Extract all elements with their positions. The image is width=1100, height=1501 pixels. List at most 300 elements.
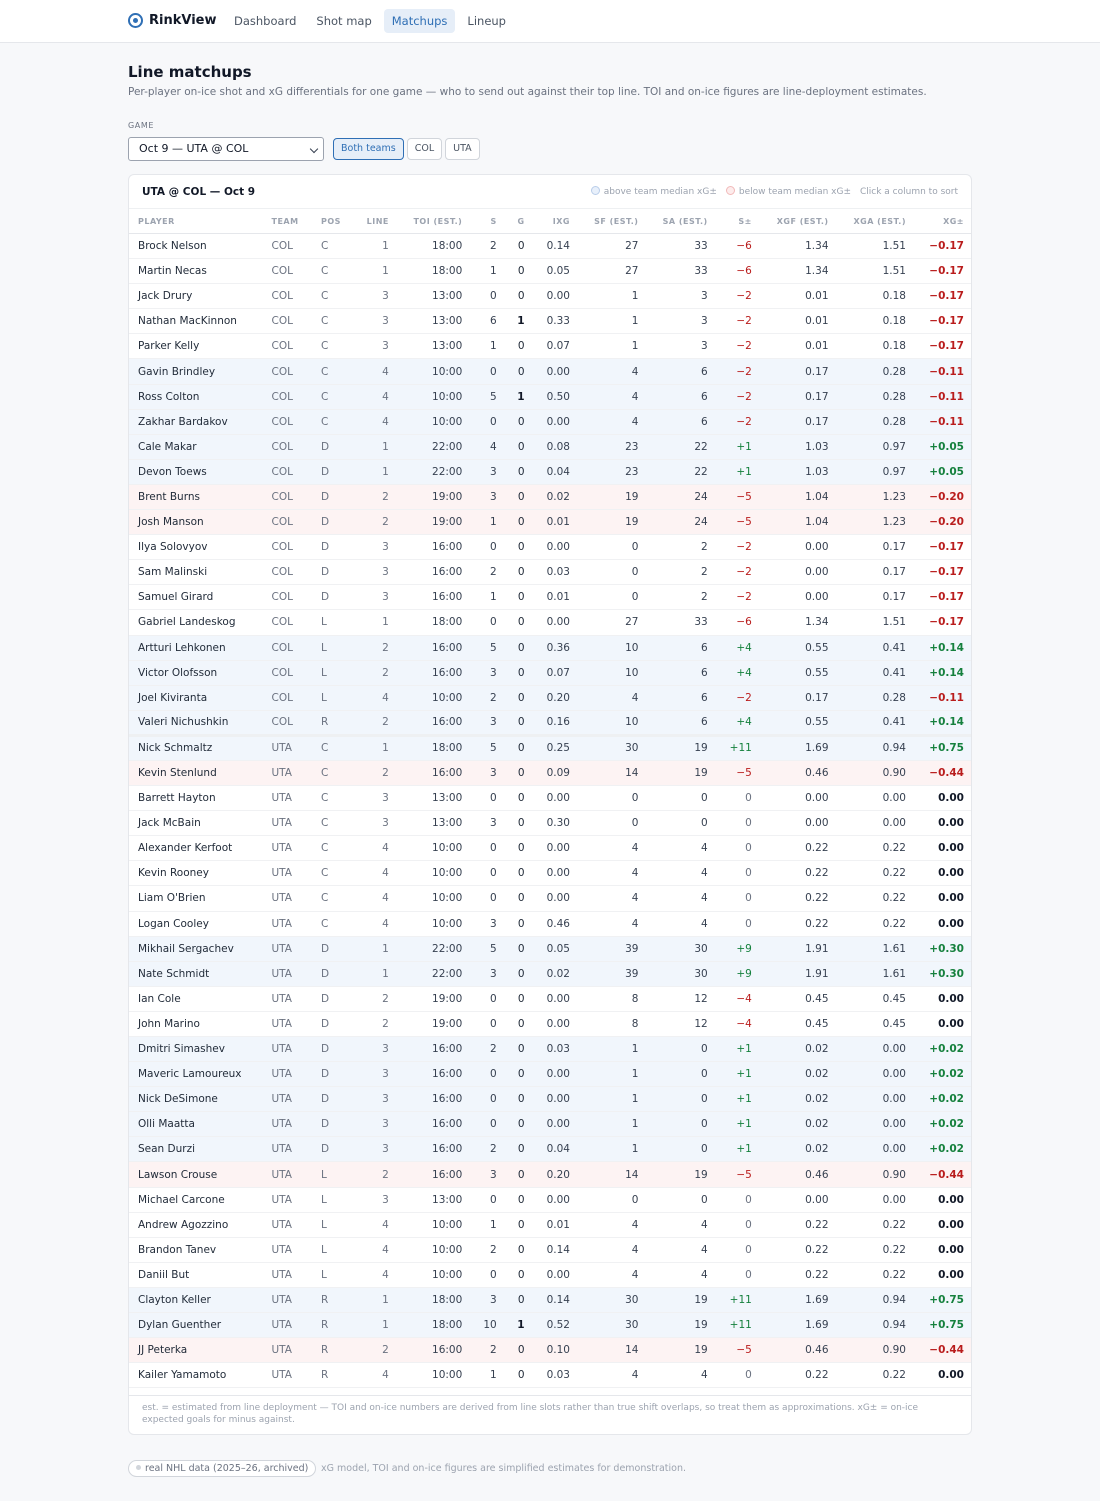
cell-ixg: 0.46 — [534, 911, 579, 936]
column-header-toi[interactable]: TOI (EST.) — [398, 209, 471, 234]
cell-sa: 4 — [647, 911, 716, 936]
column-header-s[interactable]: S — [471, 209, 505, 234]
cell-sa: 24 — [647, 510, 716, 535]
cell-pos: R — [312, 710, 354, 735]
cell-spm: −2 — [717, 585, 761, 610]
table-row[interactable] — [129, 1363, 972, 1388]
table-row[interactable] — [129, 510, 972, 535]
cell-team: COL — [262, 334, 312, 359]
cell-xga: 0.18 — [838, 284, 915, 309]
cell-sa: 0 — [647, 1112, 716, 1137]
cell-toi: 10:00 — [398, 384, 471, 409]
cell-spm: +4 — [717, 710, 761, 735]
cell-team: UTA — [262, 1037, 312, 1062]
column-header-line[interactable]: LINE — [354, 209, 398, 234]
cell-xgpm: +0.02 — [915, 1062, 972, 1087]
table-row[interactable] — [129, 535, 972, 560]
cell-player: Cale Makar — [129, 434, 262, 459]
cell-pos: D — [312, 535, 354, 560]
cell-xga: 0.22 — [838, 886, 915, 911]
cell-xgf: 1.04 — [761, 484, 838, 509]
cell-xgpm: 0.00 — [915, 861, 972, 886]
cell-player: Devon Toews — [129, 459, 262, 484]
cell-toi: 10:00 — [398, 886, 471, 911]
cell-xgf: 0.02 — [761, 1062, 838, 1087]
cell-player: Kevin Rooney — [129, 861, 262, 886]
cell-xgf: 0.02 — [761, 1112, 838, 1137]
cell-pos: C — [312, 409, 354, 434]
table-row[interactable] — [129, 1262, 972, 1287]
cell-pos: L — [312, 1162, 354, 1187]
cell-g: 0 — [506, 1287, 534, 1312]
table-row[interactable] — [129, 560, 972, 585]
cell-g: 0 — [506, 1363, 534, 1388]
cell-s: 0 — [471, 1187, 505, 1212]
cell-spm: −6 — [717, 259, 761, 284]
cell-sa: 2 — [647, 535, 716, 560]
cell-s: 0 — [471, 1011, 505, 1036]
table-row[interactable] — [129, 635, 972, 660]
cell-s: 0 — [471, 1262, 505, 1287]
cell-ixg: 0.05 — [534, 936, 579, 961]
table-row[interactable] — [129, 1212, 972, 1237]
cell-sa: 19 — [647, 760, 716, 785]
cell-sf: 23 — [579, 434, 647, 459]
table-row[interactable] — [129, 936, 972, 961]
cell-xga: 0.18 — [838, 309, 915, 334]
cell-s: 0 — [471, 786, 505, 811]
cell-g: 0 — [506, 760, 534, 785]
column-header-xgpm[interactable]: XG± — [915, 209, 972, 234]
cell-spm: 0 — [717, 1237, 761, 1262]
cell-toi: 16:00 — [398, 635, 471, 660]
filter-uta-button[interactable]: UTA — [445, 138, 480, 160]
cell-sa: 2 — [647, 585, 716, 610]
cell-xgf: 0.17 — [761, 685, 838, 710]
column-header-team[interactable]: TEAM — [262, 209, 312, 234]
table-row[interactable] — [129, 459, 972, 484]
column-header-pos[interactable]: POS — [312, 209, 354, 234]
cell-sa: 4 — [647, 1363, 716, 1388]
cell-toi: 13:00 — [398, 811, 471, 836]
cell-sf: 1 — [579, 1037, 647, 1062]
table-row[interactable] — [129, 409, 972, 434]
cell-xga: 0.94 — [838, 1287, 915, 1312]
cell-player: Gabriel Landeskog — [129, 610, 262, 635]
cell-xgf: 1.69 — [761, 735, 838, 760]
cell-toi: 13:00 — [398, 284, 471, 309]
cell-pos: R — [312, 1363, 354, 1388]
cell-g: 0 — [506, 911, 534, 936]
cell-xgf: 0.55 — [761, 710, 838, 735]
cell-g: 0 — [506, 434, 534, 459]
cell-toi: 10:00 — [398, 359, 471, 384]
cell-sf: 10 — [579, 660, 647, 685]
table-row[interactable] — [129, 886, 972, 911]
cell-xga: 0.00 — [838, 1137, 915, 1162]
cell-g: 1 — [506, 1313, 534, 1338]
cell-pos: C — [312, 384, 354, 409]
cell-team: UTA — [262, 811, 312, 836]
table-row[interactable] — [129, 961, 972, 986]
table-row[interactable] — [129, 434, 972, 459]
cell-s: 3 — [471, 484, 505, 509]
cell-toi: 10:00 — [398, 1212, 471, 1237]
cell-xga: 1.51 — [838, 259, 915, 284]
cell-ixg: 0.00 — [534, 284, 579, 309]
table-row[interactable] — [129, 735, 972, 760]
table-row[interactable] — [129, 1062, 972, 1087]
cell-player: Jack McBain — [129, 811, 262, 836]
cell-team: UTA — [262, 735, 312, 760]
cell-toi: 16:00 — [398, 760, 471, 785]
cell-toi: 13:00 — [398, 786, 471, 811]
table-row[interactable] — [129, 1237, 972, 1262]
cell-pos: L — [312, 1237, 354, 1262]
column-header-xgf[interactable]: XGF (EST.) — [761, 209, 838, 234]
cell-s: 3 — [471, 760, 505, 785]
column-header-spm[interactable]: S± — [717, 209, 761, 234]
cell-sa: 30 — [647, 961, 716, 986]
table-row[interactable] — [129, 1137, 972, 1162]
cell-line: 3 — [354, 585, 398, 610]
cell-s: 0 — [471, 836, 505, 861]
cell-ixg: 0.00 — [534, 1062, 579, 1087]
cell-xgf: 0.00 — [761, 786, 838, 811]
cell-toi: 10:00 — [398, 1363, 471, 1388]
cell-player: Dylan Guenther — [129, 1313, 262, 1338]
cell-spm: +11 — [717, 735, 761, 760]
cell-spm: 0 — [717, 1187, 761, 1212]
column-header-xga[interactable]: XGA (EST.) — [838, 209, 915, 234]
table-row[interactable] — [129, 836, 972, 861]
cell-line: 2 — [354, 760, 398, 785]
cell-sf: 4 — [579, 409, 647, 434]
cell-team: COL — [262, 234, 312, 259]
cell-team: COL — [262, 409, 312, 434]
cell-xga: 0.22 — [838, 1262, 915, 1287]
cell-team: UTA — [262, 1287, 312, 1312]
cell-team: COL — [262, 284, 312, 309]
cell-sf: 30 — [579, 1287, 647, 1312]
column-header-sf[interactable]: SF (EST.) — [579, 209, 647, 234]
cell-ixg: 0.09 — [534, 760, 579, 785]
cell-spm: −2 — [717, 685, 761, 710]
cell-line: 3 — [354, 535, 398, 560]
cell-team: COL — [262, 660, 312, 685]
cell-spm: −2 — [717, 309, 761, 334]
cell-g: 0 — [506, 284, 534, 309]
cell-toi: 16:00 — [398, 585, 471, 610]
cell-xgpm: +0.02 — [915, 1137, 972, 1162]
cell-xgpm: 0.00 — [915, 911, 972, 936]
table-row[interactable] — [129, 811, 972, 836]
cell-xga: 0.00 — [838, 1187, 915, 1212]
cell-g: 0 — [506, 1162, 534, 1187]
cell-xgpm: 0.00 — [915, 1363, 972, 1388]
table-row[interactable] — [129, 1087, 972, 1112]
cell-team: UTA — [262, 1112, 312, 1137]
cell-xga: 0.90 — [838, 1338, 915, 1363]
cell-team: COL — [262, 359, 312, 384]
cell-g: 0 — [506, 359, 534, 384]
cell-line: 3 — [354, 1112, 398, 1137]
table-row[interactable] — [129, 986, 972, 1011]
cell-player: Jack Drury — [129, 284, 262, 309]
cell-team: COL — [262, 259, 312, 284]
cell-team: COL — [262, 484, 312, 509]
column-header-sa[interactable]: SA (EST.) — [647, 209, 716, 234]
cell-xgf: 0.00 — [761, 811, 838, 836]
column-header-player[interactable]: PLAYER — [129, 209, 262, 234]
cell-pos: C — [312, 259, 354, 284]
table-row[interactable] — [129, 259, 972, 284]
cell-toi: 19:00 — [398, 986, 471, 1011]
cell-g: 0 — [506, 334, 534, 359]
cell-player: Clayton Keller — [129, 1287, 262, 1312]
column-header-g[interactable]: G — [506, 209, 534, 234]
table-row[interactable] — [129, 1112, 972, 1137]
cell-toi: 19:00 — [398, 484, 471, 509]
cell-sa: 6 — [647, 660, 716, 685]
cell-xgpm: +0.05 — [915, 434, 972, 459]
cell-xgpm: −0.17 — [915, 560, 972, 585]
cell-player: Ian Cole — [129, 986, 262, 1011]
cell-xgpm: −0.11 — [915, 685, 972, 710]
table-row[interactable] — [129, 1162, 972, 1187]
cell-sf: 0 — [579, 811, 647, 836]
column-header-ixg[interactable]: IXG — [534, 209, 579, 234]
cell-s: 3 — [471, 1287, 505, 1312]
cell-sa: 22 — [647, 434, 716, 459]
cell-spm: −2 — [717, 334, 761, 359]
cell-sa: 3 — [647, 284, 716, 309]
table-row[interactable] — [129, 760, 972, 785]
cell-xgf: 0.22 — [761, 1262, 838, 1287]
table-row[interactable] — [129, 334, 972, 359]
cell-g: 0 — [506, 886, 534, 911]
cell-ixg: 0.02 — [534, 484, 579, 509]
cell-player: Mikhail Sergachev — [129, 936, 262, 961]
game-label: GAME — [128, 121, 155, 130]
cell-g: 0 — [506, 510, 534, 535]
cell-team: UTA — [262, 1313, 312, 1338]
cell-sa: 6 — [647, 409, 716, 434]
table-row[interactable] — [129, 484, 972, 509]
cell-s: 0 — [471, 886, 505, 911]
table-row[interactable] — [129, 359, 972, 384]
cell-line: 2 — [354, 635, 398, 660]
nav-link-dashboard[interactable]: Dashboard — [234, 14, 297, 28]
cell-toi: 10:00 — [398, 861, 471, 886]
cell-line: 4 — [354, 384, 398, 409]
cell-spm: −4 — [717, 986, 761, 1011]
data-source-label: real NHL data (2025–26, archived) — [145, 1463, 309, 1474]
cell-player: Logan Cooley — [129, 911, 262, 936]
cell-g: 0 — [506, 1262, 534, 1287]
cell-sa: 33 — [647, 259, 716, 284]
cell-pos: L — [312, 635, 354, 660]
cell-line: 4 — [354, 836, 398, 861]
cell-xga: 0.41 — [838, 710, 915, 735]
cell-pos: D — [312, 1137, 354, 1162]
cell-sa: 4 — [647, 1237, 716, 1262]
cell-ixg: 0.00 — [534, 359, 579, 384]
game-select[interactable] — [128, 137, 324, 161]
cell-sf: 1 — [579, 1087, 647, 1112]
nav-link-matchups[interactable]: Matchups — [384, 9, 456, 33]
cell-s: 0 — [471, 359, 505, 384]
filter-col-button[interactable]: COL — [407, 138, 442, 160]
cell-xgf: 1.91 — [761, 961, 838, 986]
table-row[interactable] — [129, 1338, 972, 1363]
cell-line: 4 — [354, 1212, 398, 1237]
cell-ixg: 0.52 — [534, 1313, 579, 1338]
cell-line: 3 — [354, 284, 398, 309]
filter-both-teams-button[interactable]: Both teams — [333, 138, 404, 160]
cell-line: 2 — [354, 484, 398, 509]
cell-sa: 6 — [647, 359, 716, 384]
cell-ixg: 0.00 — [534, 836, 579, 861]
cell-s: 2 — [471, 1237, 505, 1262]
cell-xgpm: +0.30 — [915, 961, 972, 986]
cell-g: 0 — [506, 635, 534, 660]
cell-team: COL — [262, 510, 312, 535]
cell-xgf: 1.03 — [761, 434, 838, 459]
cell-g: 0 — [506, 685, 534, 710]
table-row[interactable] — [129, 309, 972, 334]
nav-link-lineup[interactable]: Lineup — [467, 14, 506, 28]
table-row[interactable] — [129, 384, 972, 409]
cell-xgpm: −0.11 — [915, 384, 972, 409]
cell-xgpm: 0.00 — [915, 986, 972, 1011]
table-row[interactable] — [129, 1187, 972, 1212]
legend-above — [591, 186, 717, 197]
table-header-row — [129, 209, 972, 234]
cell-player: Michael Carcone — [129, 1187, 262, 1212]
legend-above-label: above team median xG± — [603, 187, 717, 197]
table-row[interactable] — [129, 660, 972, 685]
cell-xga: 0.00 — [838, 1037, 915, 1062]
card-title: UTA @ COL — Oct 9 — [142, 186, 256, 198]
cell-xga: 0.22 — [838, 836, 915, 861]
cell-spm: 0 — [717, 1363, 761, 1388]
cell-sf: 27 — [579, 259, 647, 284]
cell-sa: 6 — [647, 685, 716, 710]
cell-g: 1 — [506, 384, 534, 409]
table-row[interactable] — [129, 585, 972, 610]
table-row[interactable] — [129, 234, 972, 259]
cell-toi: 10:00 — [398, 409, 471, 434]
cell-xgf: 0.00 — [761, 535, 838, 560]
cell-spm: +11 — [717, 1313, 761, 1338]
cell-team: UTA — [262, 836, 312, 861]
sort-hint: Click a column to sort — [860, 186, 958, 197]
table-row[interactable] — [129, 861, 972, 886]
cell-xgf: 1.03 — [761, 459, 838, 484]
cell-pos: D — [312, 434, 354, 459]
cell-player: Ross Colton — [129, 384, 262, 409]
table-row[interactable] — [129, 685, 972, 710]
cell-xga: 0.90 — [838, 1162, 915, 1187]
brand[interactable] — [128, 13, 216, 28]
cell-g: 0 — [506, 735, 534, 760]
cell-team: UTA — [262, 1212, 312, 1237]
chevron-down-icon — [310, 145, 318, 153]
cell-line: 2 — [354, 986, 398, 1011]
cell-xgpm: +0.14 — [915, 710, 972, 735]
table-row[interactable] — [129, 284, 972, 309]
cell-xgpm: 0.00 — [915, 836, 972, 861]
cell-line: 4 — [354, 685, 398, 710]
cell-xga: 1.23 — [838, 510, 915, 535]
cell-pos: D — [312, 936, 354, 961]
cell-xga: 0.18 — [838, 334, 915, 359]
cell-spm: −5 — [717, 760, 761, 785]
cell-xgpm: +0.14 — [915, 635, 972, 660]
table-row[interactable] — [129, 1287, 972, 1312]
cell-xgf: 0.22 — [761, 1212, 838, 1237]
cell-pos: R — [312, 1313, 354, 1338]
cell-xgf: 0.55 — [761, 635, 838, 660]
cell-ixg: 0.33 — [534, 309, 579, 334]
cell-spm: −5 — [717, 484, 761, 509]
cell-player: Liam O'Brien — [129, 886, 262, 911]
cell-pos: R — [312, 1287, 354, 1312]
cell-xgpm: −0.20 — [915, 484, 972, 509]
cell-line: 4 — [354, 1262, 398, 1287]
cell-s: 0 — [471, 284, 505, 309]
cell-sf: 14 — [579, 760, 647, 785]
cell-xgf: 1.91 — [761, 936, 838, 961]
cell-pos: D — [312, 986, 354, 1011]
cell-sa: 2 — [647, 560, 716, 585]
cell-ixg: 0.20 — [534, 1162, 579, 1187]
cell-sf: 4 — [579, 1212, 647, 1237]
table-row[interactable] — [129, 710, 972, 735]
cell-g: 0 — [506, 484, 534, 509]
cell-team: UTA — [262, 1162, 312, 1187]
cell-pos: C — [312, 334, 354, 359]
table-row[interactable] — [129, 1037, 972, 1062]
cell-sa: 0 — [647, 1087, 716, 1112]
cell-spm: 0 — [717, 1262, 761, 1287]
cell-pos: C — [312, 234, 354, 259]
cell-sa: 33 — [647, 234, 716, 259]
table-row[interactable] — [129, 610, 972, 635]
cell-sf: 27 — [579, 234, 647, 259]
cell-s: 1 — [471, 334, 505, 359]
cell-ixg: 0.00 — [534, 1262, 579, 1287]
table-row[interactable] — [129, 1011, 972, 1036]
cell-team: UTA — [262, 936, 312, 961]
cell-sf: 4 — [579, 384, 647, 409]
cell-sa: 19 — [647, 735, 716, 760]
nav-link-shot-map[interactable]: Shot map — [316, 14, 372, 28]
cell-line: 2 — [354, 710, 398, 735]
cell-sa: 4 — [647, 1262, 716, 1287]
above-median-dot-icon — [591, 186, 600, 195]
cell-pos: C — [312, 760, 354, 785]
table-row[interactable] — [129, 786, 972, 811]
cell-spm: −2 — [717, 384, 761, 409]
cell-xga: 0.17 — [838, 535, 915, 560]
cell-toi: 10:00 — [398, 836, 471, 861]
cell-team: UTA — [262, 1338, 312, 1363]
table-row[interactable] — [129, 911, 972, 936]
cell-player: Nathan MacKinnon — [129, 309, 262, 334]
table-row[interactable] — [129, 1313, 972, 1338]
